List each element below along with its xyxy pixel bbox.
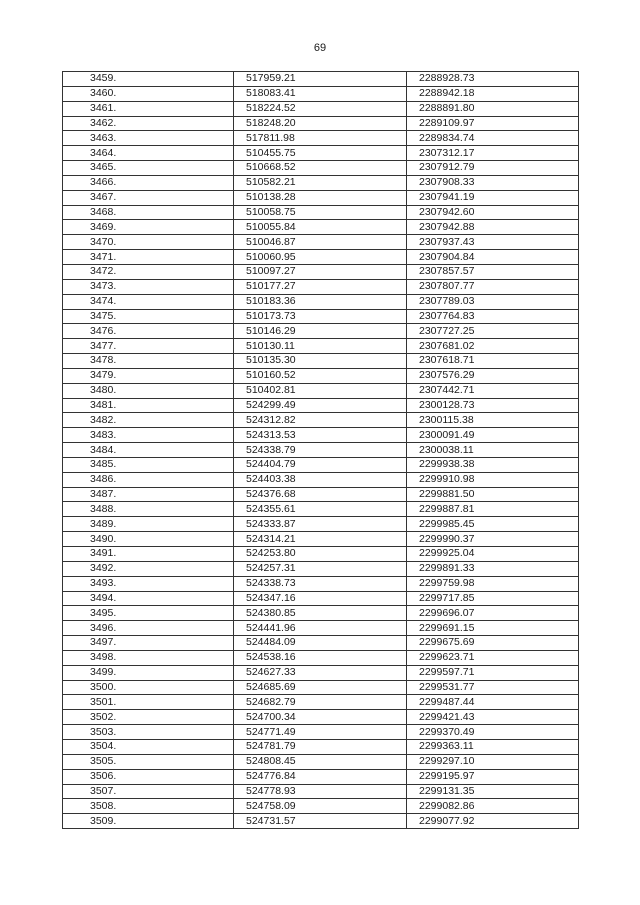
x-coordinate-cell: 524347.16 xyxy=(234,591,407,606)
x-coordinate-cell: 510177.27 xyxy=(234,279,407,294)
y-coordinate-cell: 2299195.97 xyxy=(407,769,579,784)
y-coordinate-cell: 2300091.49 xyxy=(407,428,579,443)
x-coordinate-cell: 510160.52 xyxy=(234,368,407,383)
y-coordinate-cell: 2307442.71 xyxy=(407,383,579,398)
x-coordinate-cell: 524700.34 xyxy=(234,710,407,725)
point-number-cell: 3475. xyxy=(63,309,234,324)
y-coordinate-cell: 2307942.88 xyxy=(407,220,579,235)
y-coordinate-cell: 2299421.43 xyxy=(407,710,579,725)
x-coordinate-cell: 524314.21 xyxy=(234,532,407,547)
table-row xyxy=(63,383,579,398)
x-coordinate-cell: 510173.73 xyxy=(234,309,407,324)
point-number-cell: 3492. xyxy=(63,561,234,576)
point-number-cell: 3484. xyxy=(63,443,234,458)
point-number-cell: 3459. xyxy=(63,72,234,87)
x-coordinate-cell: 524484.09 xyxy=(234,636,407,651)
point-number-cell: 3503. xyxy=(63,725,234,740)
point-number-cell: 3466. xyxy=(63,175,234,190)
table-row xyxy=(63,279,579,294)
y-coordinate-cell: 2307312.17 xyxy=(407,146,579,161)
table-row xyxy=(63,175,579,190)
x-coordinate-cell: 524627.33 xyxy=(234,665,407,680)
table-row xyxy=(63,443,579,458)
x-coordinate-cell: 524338.79 xyxy=(234,443,407,458)
x-coordinate-cell: 510455.75 xyxy=(234,146,407,161)
table-row xyxy=(63,636,579,651)
y-coordinate-cell: 2299487.44 xyxy=(407,695,579,710)
y-coordinate-cell: 2307789.03 xyxy=(407,294,579,309)
x-coordinate-cell: 524380.85 xyxy=(234,606,407,621)
point-number-cell: 3498. xyxy=(63,650,234,665)
y-coordinate-cell: 2307576.29 xyxy=(407,368,579,383)
table-row xyxy=(63,220,579,235)
y-coordinate-cell: 2307942.60 xyxy=(407,205,579,220)
y-coordinate-cell: 2299990.37 xyxy=(407,532,579,547)
y-coordinate-cell: 2299925.04 xyxy=(407,547,579,562)
point-number-cell: 3486. xyxy=(63,472,234,487)
y-coordinate-cell: 2299887.81 xyxy=(407,502,579,517)
x-coordinate-cell: 524682.79 xyxy=(234,695,407,710)
table-row xyxy=(63,576,579,591)
point-number-cell: 3493. xyxy=(63,576,234,591)
y-coordinate-cell: 2300115.38 xyxy=(407,413,579,428)
x-coordinate-cell: 524441.96 xyxy=(234,621,407,636)
y-coordinate-cell: 2289109.97 xyxy=(407,116,579,131)
point-number-cell: 3497. xyxy=(63,636,234,651)
y-coordinate-cell: 2288928.73 xyxy=(407,72,579,87)
point-number-cell: 3489. xyxy=(63,517,234,532)
table-row xyxy=(63,72,579,87)
x-coordinate-cell: 510097.27 xyxy=(234,264,407,279)
point-number-cell: 3460. xyxy=(63,86,234,101)
y-coordinate-cell: 2299985.45 xyxy=(407,517,579,532)
y-coordinate-cell: 2307618.71 xyxy=(407,354,579,369)
x-coordinate-cell: 518083.41 xyxy=(234,86,407,101)
table-row xyxy=(63,190,579,205)
table-row xyxy=(63,131,579,146)
table-row xyxy=(63,472,579,487)
x-coordinate-cell: 524758.09 xyxy=(234,799,407,814)
point-number-cell: 3495. xyxy=(63,606,234,621)
x-coordinate-cell: 524538.16 xyxy=(234,650,407,665)
y-coordinate-cell: 2299082.86 xyxy=(407,799,579,814)
point-number-cell: 3461. xyxy=(63,101,234,116)
table-row xyxy=(63,799,579,814)
y-coordinate-cell: 2299531.77 xyxy=(407,680,579,695)
point-number-cell: 3496. xyxy=(63,621,234,636)
y-coordinate-cell: 2299759.98 xyxy=(407,576,579,591)
table-row xyxy=(63,814,579,829)
table-row xyxy=(63,368,579,383)
y-coordinate-cell: 2300038.11 xyxy=(407,443,579,458)
table-row xyxy=(63,606,579,621)
x-coordinate-cell: 524781.79 xyxy=(234,739,407,754)
table-row xyxy=(63,116,579,131)
x-coordinate-cell: 518248.20 xyxy=(234,116,407,131)
x-coordinate-cell: 524257.31 xyxy=(234,561,407,576)
point-number-cell: 3502. xyxy=(63,710,234,725)
point-number-cell: 3477. xyxy=(63,339,234,354)
coordinates-table-body xyxy=(63,72,579,829)
y-coordinate-cell: 2299370.49 xyxy=(407,725,579,740)
x-coordinate-cell: 510668.52 xyxy=(234,161,407,176)
table-row xyxy=(63,235,579,250)
point-number-cell: 3481. xyxy=(63,398,234,413)
x-coordinate-cell: 524299.49 xyxy=(234,398,407,413)
point-number-cell: 3463. xyxy=(63,131,234,146)
point-number-cell: 3501. xyxy=(63,695,234,710)
table-row xyxy=(63,205,579,220)
point-number-cell: 3474. xyxy=(63,294,234,309)
point-number-cell: 3471. xyxy=(63,250,234,265)
table-row xyxy=(63,487,579,502)
point-number-cell: 3504. xyxy=(63,739,234,754)
x-coordinate-cell: 510402.81 xyxy=(234,383,407,398)
table-row xyxy=(63,354,579,369)
table-row xyxy=(63,665,579,680)
point-number-cell: 3506. xyxy=(63,769,234,784)
y-coordinate-cell: 2299077.92 xyxy=(407,814,579,829)
table-row xyxy=(63,101,579,116)
x-coordinate-cell: 510130.11 xyxy=(234,339,407,354)
table-row xyxy=(63,517,579,532)
x-coordinate-cell: 524771.49 xyxy=(234,725,407,740)
point-number-cell: 3508. xyxy=(63,799,234,814)
page-number: 69 xyxy=(313,42,327,54)
point-number-cell: 3494. xyxy=(63,591,234,606)
table-row xyxy=(63,413,579,428)
y-coordinate-cell: 2299675.69 xyxy=(407,636,579,651)
table-row xyxy=(63,264,579,279)
table-row xyxy=(63,769,579,784)
x-coordinate-cell: 510060.95 xyxy=(234,250,407,265)
table-row xyxy=(63,457,579,472)
x-coordinate-cell: 524338.73 xyxy=(234,576,407,591)
y-coordinate-cell: 2299881.50 xyxy=(407,487,579,502)
point-number-cell: 3465. xyxy=(63,161,234,176)
x-coordinate-cell: 524778.93 xyxy=(234,784,407,799)
point-number-cell: 3469. xyxy=(63,220,234,235)
y-coordinate-cell: 2307727.25 xyxy=(407,324,579,339)
y-coordinate-cell: 2307681.02 xyxy=(407,339,579,354)
table-row xyxy=(63,754,579,769)
x-coordinate-cell: 510058.75 xyxy=(234,205,407,220)
x-coordinate-cell: 524376.68 xyxy=(234,487,407,502)
y-coordinate-cell: 2307908.33 xyxy=(407,175,579,190)
y-coordinate-cell: 2299131.35 xyxy=(407,784,579,799)
point-number-cell: 3476. xyxy=(63,324,234,339)
y-coordinate-cell: 2299297.10 xyxy=(407,754,579,769)
point-number-cell: 3470. xyxy=(63,235,234,250)
x-coordinate-cell: 524403.38 xyxy=(234,472,407,487)
table-row xyxy=(63,591,579,606)
x-coordinate-cell: 524731.57 xyxy=(234,814,407,829)
point-number-cell: 3468. xyxy=(63,205,234,220)
table-row xyxy=(63,339,579,354)
point-number-cell: 3490. xyxy=(63,532,234,547)
point-number-cell: 3488. xyxy=(63,502,234,517)
point-number-cell: 3500. xyxy=(63,680,234,695)
table-row xyxy=(63,428,579,443)
y-coordinate-cell: 2307857.57 xyxy=(407,264,579,279)
x-coordinate-cell: 524312.82 xyxy=(234,413,407,428)
table-row xyxy=(63,710,579,725)
table-row xyxy=(63,680,579,695)
table-row xyxy=(63,309,579,324)
y-coordinate-cell: 2299696.07 xyxy=(407,606,579,621)
point-number-cell: 3467. xyxy=(63,190,234,205)
point-number-cell: 3472. xyxy=(63,264,234,279)
coordinates-table xyxy=(62,71,579,829)
y-coordinate-cell: 2299623.71 xyxy=(407,650,579,665)
point-number-cell: 3509. xyxy=(63,814,234,829)
x-coordinate-cell: 510146.29 xyxy=(234,324,407,339)
table-row xyxy=(63,502,579,517)
x-coordinate-cell: 524808.45 xyxy=(234,754,407,769)
x-coordinate-cell: 510055.84 xyxy=(234,220,407,235)
table-row xyxy=(63,695,579,710)
x-coordinate-cell: 524685.69 xyxy=(234,680,407,695)
x-coordinate-cell: 517811.98 xyxy=(234,131,407,146)
x-coordinate-cell: 524333.87 xyxy=(234,517,407,532)
y-coordinate-cell: 2288891.80 xyxy=(407,101,579,116)
y-coordinate-cell: 2307904.84 xyxy=(407,250,579,265)
point-number-cell: 3480. xyxy=(63,383,234,398)
point-number-cell: 3473. xyxy=(63,279,234,294)
y-coordinate-cell: 2299597.71 xyxy=(407,665,579,680)
table-row xyxy=(63,250,579,265)
point-number-cell: 3507. xyxy=(63,784,234,799)
point-number-cell: 3478. xyxy=(63,354,234,369)
point-number-cell: 3479. xyxy=(63,368,234,383)
x-coordinate-cell: 510046.87 xyxy=(234,235,407,250)
x-coordinate-cell: 524404.79 xyxy=(234,457,407,472)
table-row xyxy=(63,146,579,161)
table-row xyxy=(63,532,579,547)
y-coordinate-cell: 2307764.83 xyxy=(407,309,579,324)
y-coordinate-cell: 2289834.74 xyxy=(407,131,579,146)
x-coordinate-cell: 510582.21 xyxy=(234,175,407,190)
y-coordinate-cell: 2288942.18 xyxy=(407,86,579,101)
y-coordinate-cell: 2307941.19 xyxy=(407,190,579,205)
table-row xyxy=(63,161,579,176)
y-coordinate-cell: 2299717.85 xyxy=(407,591,579,606)
x-coordinate-cell: 524776.84 xyxy=(234,769,407,784)
y-coordinate-cell: 2299691.15 xyxy=(407,621,579,636)
point-number-cell: 3462. xyxy=(63,116,234,131)
y-coordinate-cell: 2299363.11 xyxy=(407,739,579,754)
point-number-cell: 3483. xyxy=(63,428,234,443)
table-row xyxy=(63,547,579,562)
table-row xyxy=(63,294,579,309)
y-coordinate-cell: 2299910.98 xyxy=(407,472,579,487)
table-row xyxy=(63,621,579,636)
table-row xyxy=(63,739,579,754)
point-number-cell: 3499. xyxy=(63,665,234,680)
y-coordinate-cell: 2307937.43 xyxy=(407,235,579,250)
y-coordinate-cell: 2300128.73 xyxy=(407,398,579,413)
y-coordinate-cell: 2307912.79 xyxy=(407,161,579,176)
point-number-cell: 3505. xyxy=(63,754,234,769)
x-coordinate-cell: 510183.36 xyxy=(234,294,407,309)
y-coordinate-cell: 2299891.33 xyxy=(407,561,579,576)
table-row xyxy=(63,784,579,799)
x-coordinate-cell: 524253.80 xyxy=(234,547,407,562)
table-row xyxy=(63,561,579,576)
y-coordinate-cell: 2299938.38 xyxy=(407,457,579,472)
point-number-cell: 3487. xyxy=(63,487,234,502)
point-number-cell: 3491. xyxy=(63,547,234,562)
point-number-cell: 3464. xyxy=(63,146,234,161)
x-coordinate-cell: 524313.53 xyxy=(234,428,407,443)
point-number-cell: 3482. xyxy=(63,413,234,428)
table-row xyxy=(63,725,579,740)
point-number-cell: 3485. xyxy=(63,457,234,472)
y-coordinate-cell: 2307807.77 xyxy=(407,279,579,294)
table-row xyxy=(63,324,579,339)
table-row xyxy=(63,650,579,665)
x-coordinate-cell: 510135.30 xyxy=(234,354,407,369)
x-coordinate-cell: 518224.52 xyxy=(234,101,407,116)
table-row xyxy=(63,86,579,101)
x-coordinate-cell: 517959.21 xyxy=(234,72,407,87)
x-coordinate-cell: 510138.28 xyxy=(234,190,407,205)
table-row xyxy=(63,398,579,413)
x-coordinate-cell: 524355.61 xyxy=(234,502,407,517)
